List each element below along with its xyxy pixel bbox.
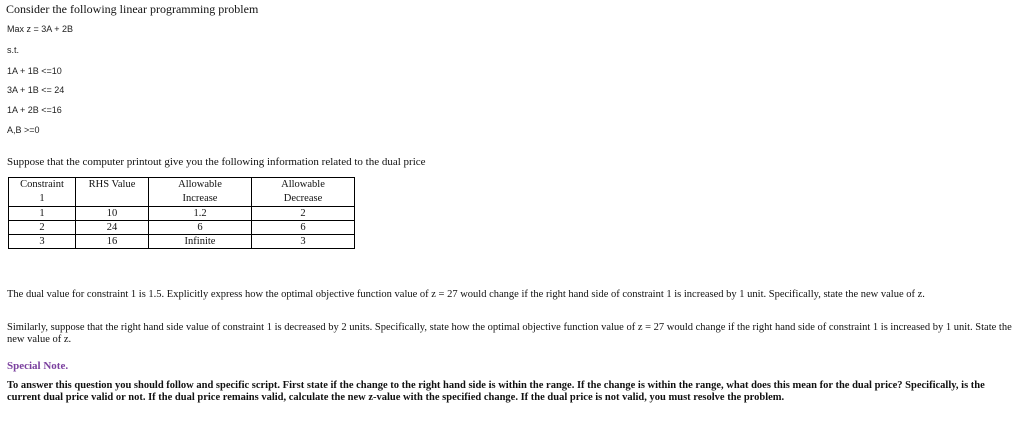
cell-constraint: 3 — [9, 235, 76, 249]
cell-decrease: 3 — [252, 235, 355, 249]
header-allowable-decrease: Allowable Decrease — [252, 178, 355, 207]
table-row — [9, 207, 355, 221]
intro-heading: Consider the following linear programming problem — [6, 2, 259, 16]
special-note-heading: Special Note. — [7, 360, 69, 372]
cell-decrease: 2 — [252, 207, 355, 221]
constraint-3: 1A + 2B <=16 — [7, 105, 62, 115]
cell-rhs: 10 — [76, 207, 149, 221]
cell-decrease: 6 — [252, 221, 355, 235]
question-paragraph-1: The dual value for constraint 1 is 1.5. Explicitly express how the optimal objective function value of z = 27 would change if the right hand side of constraint 1 is increased by 1 unit. Specifically, state the new value of z. — [7, 289, 925, 300]
objective-function: Max z = 3A + 2B — [7, 24, 74, 34]
subject-to-label: s.t. — [7, 45, 20, 55]
cell-increase: 1.2 — [149, 207, 252, 221]
table-header-row — [9, 178, 355, 207]
header-constraint: Constraint 1 — [9, 178, 76, 207]
header-rhs-value: RHS Value — [76, 178, 149, 207]
special-note-paragraph: To answer this question you should follow and specific script. First state if the change to the right hand side is within the range. If the change is within the range, what does this mean for the dual price? Specifically, is the current dual price valid or not. If the dual price remains valid, calculate the new z-value with the specified change. If the dual price is not valid, you must resolve the problem. — [7, 380, 985, 403]
table-row — [9, 221, 355, 235]
suppose-text: Suppose that the computer printout give you the following information related to the dual price — [7, 156, 426, 168]
dual-price-table — [8, 177, 355, 249]
constraint-1: 1A + 1B <=10 — [7, 66, 62, 76]
cell-increase: 6 — [149, 221, 252, 235]
cell-constraint: 1 — [9, 207, 76, 221]
cell-increase: Infinite — [149, 235, 252, 249]
header-allowable-increase: Allowable Increase — [149, 178, 252, 207]
question-paragraph-2: Similarly, suppose that the right hand side value of constraint 1 is decreased by 2 units. Specifically, state how the optimal objective function value of z = 27 would change if the right hand side of constraint 1 is increased by 1 unit. State the new value of z. — [7, 322, 1012, 345]
constraint-2: 3A + 1B <= 24 — [7, 85, 65, 95]
table-row — [9, 235, 355, 249]
cell-rhs: 16 — [76, 235, 149, 249]
nonnegativity-constraint: A,B >=0 — [7, 125, 40, 135]
cell-constraint: 2 — [9, 221, 76, 235]
cell-rhs: 24 — [76, 221, 149, 235]
